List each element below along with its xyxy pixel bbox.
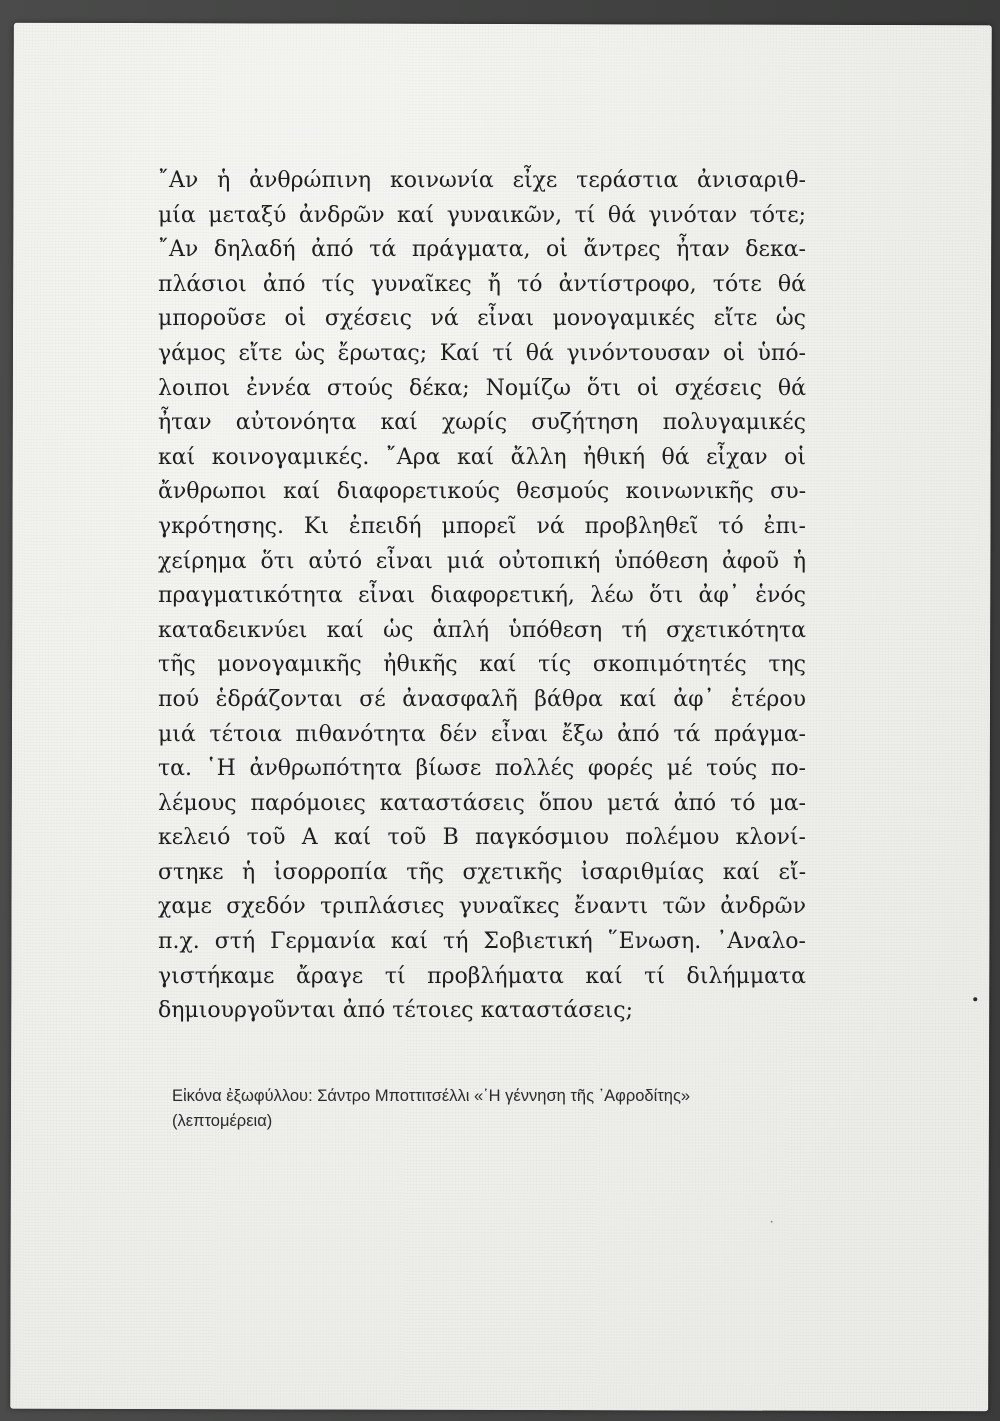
blurb-line: μιά τέτοια πιθανότητα δέν εἶναι ἔξω ἀπό τά πράγμα- (158, 721, 806, 747)
blurb-line: γιστήκαμε ἄραγε τί προβλήματα καί τί διλήμματα (158, 963, 806, 989)
blurb-line: γκρότησης. Κι ἐπειδή μπορεῖ νά προβληθεῖ τό ἐπι- (158, 513, 806, 539)
blurb-line: ἄνθρωποι καί διαφορετικούς θεσμούς κοινωνικῆς συ- (158, 479, 806, 505)
blurb-line: λοιποι ἐννέα στούς δέκα; Νομίζω ὅτι οἱ σχέσεις θά (158, 375, 806, 401)
blurb-line: ἦταν αὐτονόητα καί χωρίς συζήτηση πολυγαμικές (158, 410, 806, 436)
blurb-line: χαμε σχεδόν τριπλάσιες γυναῖκες ἔναντι τῶν ἀνδρῶν (158, 894, 806, 920)
blurb-line: καταδεικνύει καί ὡς ἁπλή ὑπόθεση τή σχετικότητα (158, 617, 806, 643)
blurb-line: κελειό τοῦ Α καί τοῦ Β παγκόσμιου πολέμου κλονί- (158, 825, 806, 851)
blurb-line: λέμους παρόμοιες καταστάσεις ὅπου μετά ἀπό τό μα- (158, 790, 806, 816)
credit-detail-line: (λεπτομέρεια) (172, 1112, 273, 1130)
blurb-line: πλάσιοι ἀπό τίς γυναῖκες ἤ τό ἀντίστροφο, τότε θά (158, 271, 806, 297)
blurb-line: τῆς μονογαμικῆς ἠθικῆς καί τίς σκοπιμότητές της (158, 652, 806, 678)
paper-speck (771, 1221, 773, 1223)
credit-line: Εἰκόνα ἐξωφύλλου: Σάντρο Μποττιτσέλλι «῾Η γέννηση τῆς ᾿Αφροδίτης» (172, 1087, 691, 1105)
paper-speck (973, 997, 977, 1001)
cover-image-credit (172, 1084, 812, 1134)
blurb-line: ῎Αν δηλαδή ἀπό τά πράγματα, οἱ ἄντρες ἦταν δεκα- (158, 237, 806, 263)
blurb-line: πραγματικότητα εἶναι διαφορετική, λέω ὅτι ἀφ᾽ ἑνός (158, 583, 806, 609)
blurb-line: γάμος εἴτε ὡς ἔρωτας; Καί τί θά γινόντουσαν οἱ ὑπό- (158, 340, 806, 366)
blurb-line: τα. ῾Η ἀνθρωπότητα βίωσε πολλές φορές μέ τούς πο- (158, 756, 806, 782)
blurb-line: πού ἑδράζονται σέ ἀνασφαλῆ βάθρα καί ἀφ᾽ ἑτέρου (158, 686, 806, 712)
blurb-line: μία μεταξύ ἀνδρῶν καί γυναικῶν, τί θά γινόταν τότε; (158, 202, 806, 228)
blurb-paragraph (158, 164, 806, 1029)
blurb-line: χείρημα ὅτι αὐτό εἶναι μιά οὐτοπική ὑπόθεση ἀφοῦ ἡ (158, 548, 806, 574)
blurb-line: καί κοινογαμικές. ῎Αρα καί ἄλλη ἠθική θά εἶχαν οἱ (158, 444, 806, 470)
blurb-line: στηκε ἡ ἰσορροπία τῆς σχετικῆς ἰσαριθμίας καί εἴ- (158, 859, 806, 885)
blurb-line: μποροῦσε οἱ σχέσεις νά εἶναι μονογαμικές εἴτε ὡς (158, 306, 806, 332)
blurb-line: ῎Αν ἡ ἀνθρώπινη κοινωνία εἶχε τεράστια ἀνισαριθ- (158, 168, 806, 193)
blurb-line: π.χ. στή Γερμανία καί τή Σοβιετική ῞Ενωση. ᾿Αναλο- (158, 929, 806, 955)
blurb-line: δημιουργοῦνται ἀπό τέτοιες καταστάσεις; (158, 998, 634, 1024)
